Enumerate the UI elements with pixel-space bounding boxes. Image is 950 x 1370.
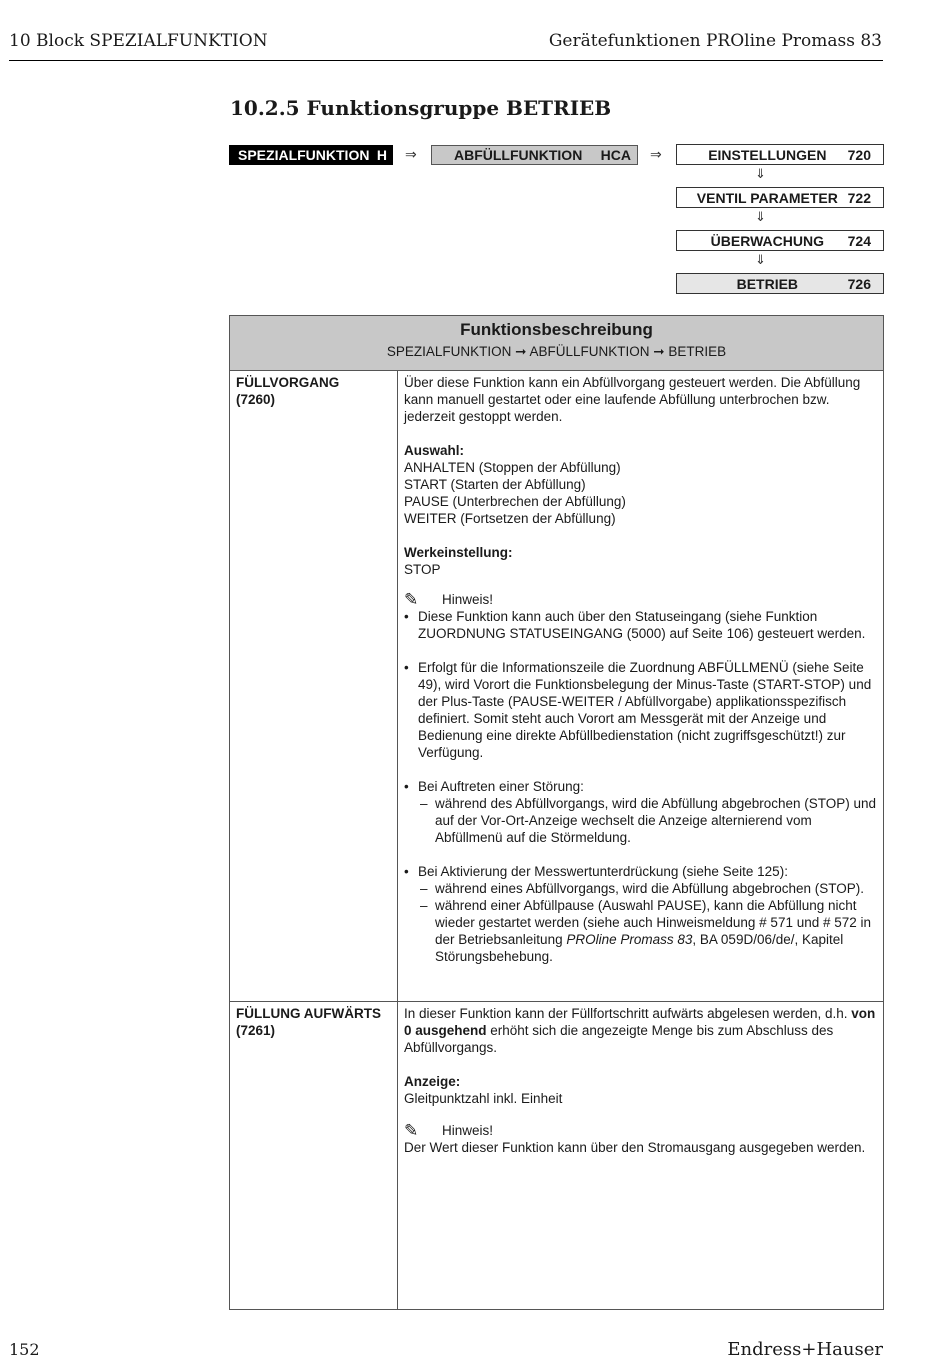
tree-item-ventil-parameter <box>676 187 884 208</box>
default-label: Werkeinstellung: <box>404 545 513 560</box>
description-text-emphasis: von 0 ausgehend <box>404 1006 876 1038</box>
hint-text: Der Wert dieser Funktion kann über den Stromausgang ausgegeben werden. <box>404 1140 866 1155</box>
tree-item-code: 722 <box>847 189 871 206</box>
tree-item-code: 726 <box>847 275 871 292</box>
nav-block-spezialfunktion <box>229 145 393 165</box>
function-name-cell <box>230 371 398 1001</box>
sub-list-text: , BA 059D/06/de/, Kapitel Störungsbehebung. <box>435 932 844 964</box>
tree-item-ueberwachung <box>676 230 884 251</box>
display-label: Anzeige: <box>404 1074 461 1089</box>
nav-group-abfuellfunktion <box>431 145 638 165</box>
tree-item-label: VENTIL PARAMETER <box>696 189 838 206</box>
page-header-title: Gerätefunktionen PROline Promass 83 <box>548 31 882 51</box>
tree-item-code: 724 <box>847 232 871 249</box>
choice-option: WEITER (Fortsetzen der Abfüllung) <box>404 511 616 526</box>
function-name-cell <box>230 1002 398 1310</box>
list-item: • Diese Funktion kann auch über den Statuseingang (siehe Funktion ZUORDNUNG STATUSEINGANG (5000) auf Seite 106) gesteuert werden. <box>404 608 877 642</box>
choice-label: Auswahl: <box>404 443 465 458</box>
hint-list <box>404 608 877 965</box>
default-value: STOP <box>404 562 441 577</box>
choice-option: START (Starten der Abfüllung) <box>404 477 586 492</box>
tree-item-label: EINSTELLUNGEN <box>708 146 827 163</box>
arrow-right-icon: ⇒ <box>650 146 662 162</box>
description-text <box>404 1005 877 1056</box>
function-code: (7261) <box>236 1023 276 1038</box>
list-item: • Erfolgt für die Informationszeile die Zuordnung ABFÜLLMENÜ (siehe Seite 49), wird Vorort die Funktionsbelegung der Minus-Taste (START-STOP) und der Plus-Taste (PAUSE-WEITER / Abfüllvorgabe) applikationsspezifisch definiert. Somit steht auch Vorort am Messgerät mit der Anzeige und Bedienung eine direkte Abfüllbedienstation (nicht zugriffsgeschützt!) zur Verfügung. <box>404 659 877 761</box>
list-item <box>404 778 877 846</box>
sub-list-item: – während eines Abfüllvorgangs, wird die Abfüllung abgebrochen (STOP). <box>418 880 877 897</box>
manual-title: PROline Promass 83 <box>566 932 693 947</box>
table-path: SPEZIALFUNKTION ➞ ABFÜLLFUNKTION ➞ BETRIEB <box>386 344 727 359</box>
description-text-part: In dieser Funktion kann der Füllfortschritt aufwärts abgelesen werden, d.h. <box>404 1006 852 1021</box>
page-header-chapter: 10 Block SPEZIALFUNKTION <box>9 31 268 51</box>
function-description-table <box>229 315 884 1310</box>
table-row <box>230 1002 883 1310</box>
sub-list-item <box>418 897 877 965</box>
pencil-note-icon: ✎ <box>404 590 419 609</box>
arrow-right-icon: ⇒ <box>405 146 417 162</box>
choice-option: ANHALTEN (Stoppen der Abfüllung) <box>404 460 621 475</box>
function-description-cell <box>398 371 883 1001</box>
arrow-down-icon: ⇓ <box>755 252 766 267</box>
header-divider <box>9 60 883 61</box>
tree-item-label: BETRIEB <box>736 275 799 292</box>
page-number: 152 <box>9 1340 40 1359</box>
table-row <box>230 371 883 1002</box>
list-item-text: Bei Auftreten einer Störung: <box>418 779 584 794</box>
tree-item-label: ÜBERWACHUNG <box>710 232 824 249</box>
description-text: Über diese Funktion kann ein Abfüllvorgang gesteuert werden. Die Abfüllung kann manuell gestartet oder eine laufende Abfüllung unterbrochen bzw. jederzeit gestoppt werden. <box>404 375 861 424</box>
nav-group-label: ABFÜLLFUNKTION <box>454 147 583 163</box>
tree-item-betrieb <box>676 273 884 294</box>
choice-option: PAUSE (Unterbrechen der Abfüllung) <box>404 494 626 509</box>
description-text-part: erhöht sich die angezeigte Menge bis zum Abschluss des Abfüllvorgangs. <box>404 1023 834 1055</box>
tree-item-einstellungen <box>676 144 884 165</box>
function-name: FÜLLVORGANG <box>236 375 340 390</box>
brand-logo: Endress+Hauser <box>727 1339 883 1360</box>
nav-block-code: H <box>376 147 387 163</box>
hint-label: Hinweis! <box>442 1123 494 1138</box>
list-item <box>404 863 877 965</box>
hint-label: Hinweis! <box>442 592 494 607</box>
arrow-down-icon: ⇓ <box>755 209 766 224</box>
nav-block-label: SPEZIALFUNKTION <box>238 147 370 163</box>
nav-group-code: HCA <box>600 147 631 163</box>
list-item-text: Bei Aktivierung der Messwertunterdrückung (siehe Seite 125): <box>418 864 788 879</box>
arrow-down-icon: ⇓ <box>755 166 766 181</box>
section-title: 10.2.5 Funktionsgruppe BETRIEB <box>230 96 612 120</box>
tree-item-code: 720 <box>847 146 871 163</box>
function-name: FÜLLUNG AUFWÄRTS <box>236 1006 381 1021</box>
function-description-cell <box>398 1002 883 1310</box>
sub-list-item: – während des Abfüllvorgangs, wird die Abfüllung abgebrochen (STOP) und auf der Vor-Ort-Anzeige wechselt die Anzeige alternierend vom Abfüllmenü auf die Störmeldung. <box>418 795 877 846</box>
function-code: (7260) <box>236 392 276 407</box>
display-value: Gleitpunktzahl inkl. Einheit <box>404 1091 563 1106</box>
pencil-note-icon: ✎ <box>404 1121 419 1140</box>
table-header <box>230 316 883 371</box>
sub-list-text: während einer Abfüllpause (Auswahl PAUSE), kann die Abfüllung nicht wieder gestartet werden (siehe auch Hinweismeldung # 571 und # 572 in der Betriebsanleitung <box>435 898 872 947</box>
table-title: Funktionsbeschreibung <box>460 320 653 339</box>
